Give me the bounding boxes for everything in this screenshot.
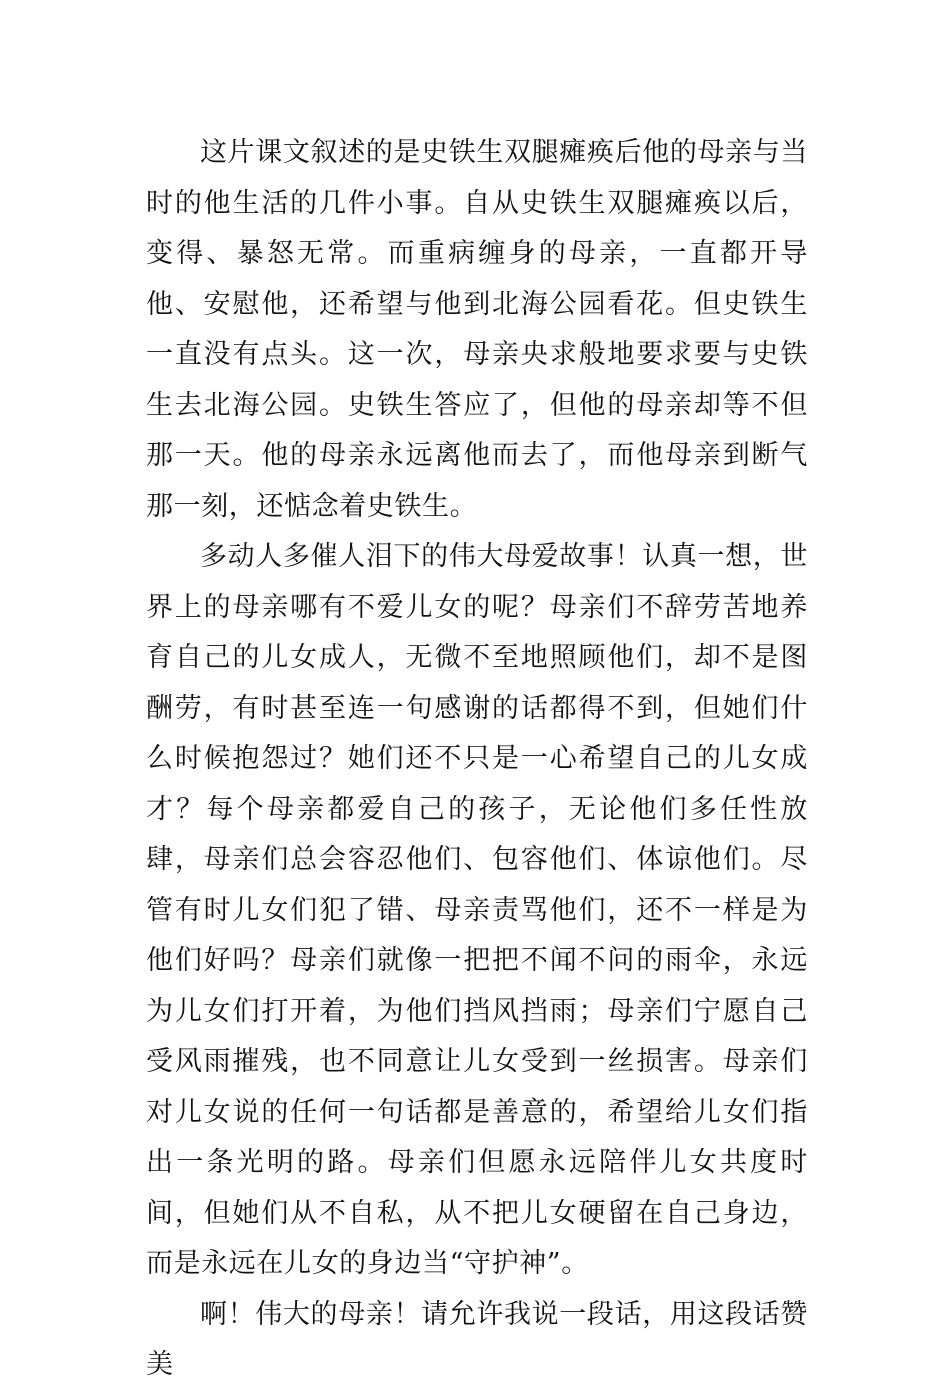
paragraph-1: 这片课文叙述的是史铁生双腿瘫痪后他的母亲与当时的他生活的几件小事。自从史铁生双腿瘫痪以后，变得、暴怒无常。而重病缠身的母亲，一直都开导他、安慰他，还希望与他到北海公园看花。但史铁生一直没有点头。这一次，母亲央求般地要求要与史铁生去北海公园。史铁生答应了，但他的母亲却等不但那一天。他的母亲永远离他而去了，而他母亲到断气那一刻，还惦念着史铁生。 (146, 137, 808, 522)
paragraph-2: 多动人多催人泪下的伟大母爱故事！认真一想，世界上的母亲哪有不爱儿女的呢？母亲们不辞劳苦地养育自己的儿女成人，无微不至地照顾他们，却不是图酬劳，有时甚至连一句感谢的话都得不到，但她们什么时候抱怨过？她们还不只是一心希望自己的儿女成才？每个母亲都爱自己的孩子，无论他们多任性放肆，母亲们总会容忍他们、包容他们、体谅他们。尽管有时儿女们犯了错、母亲责骂他们，还不一样是为他们好吗？母亲们就像一把把不闻不问的雨伞，永远为儿女们打开着，为他们挡风挡雨；母亲们宁愿自己受风雨摧残，也不同意让儿女受到一丝损害。母亲们对儿女说的任何一句话都是善意的，希望给儿女们指出一条光明的路。母亲们但愿永远陪伴儿女共度时间，但她们从不自私，从不把儿女硬留在自己身边，而是永远在儿女的身边当“守护神”。 (146, 541, 808, 1279)
paragraph-3: 啊！伟大的母亲！请允许我说一段话，用这段话赞美 (146, 1298, 808, 1380)
essay-body (146, 128, 808, 1391)
